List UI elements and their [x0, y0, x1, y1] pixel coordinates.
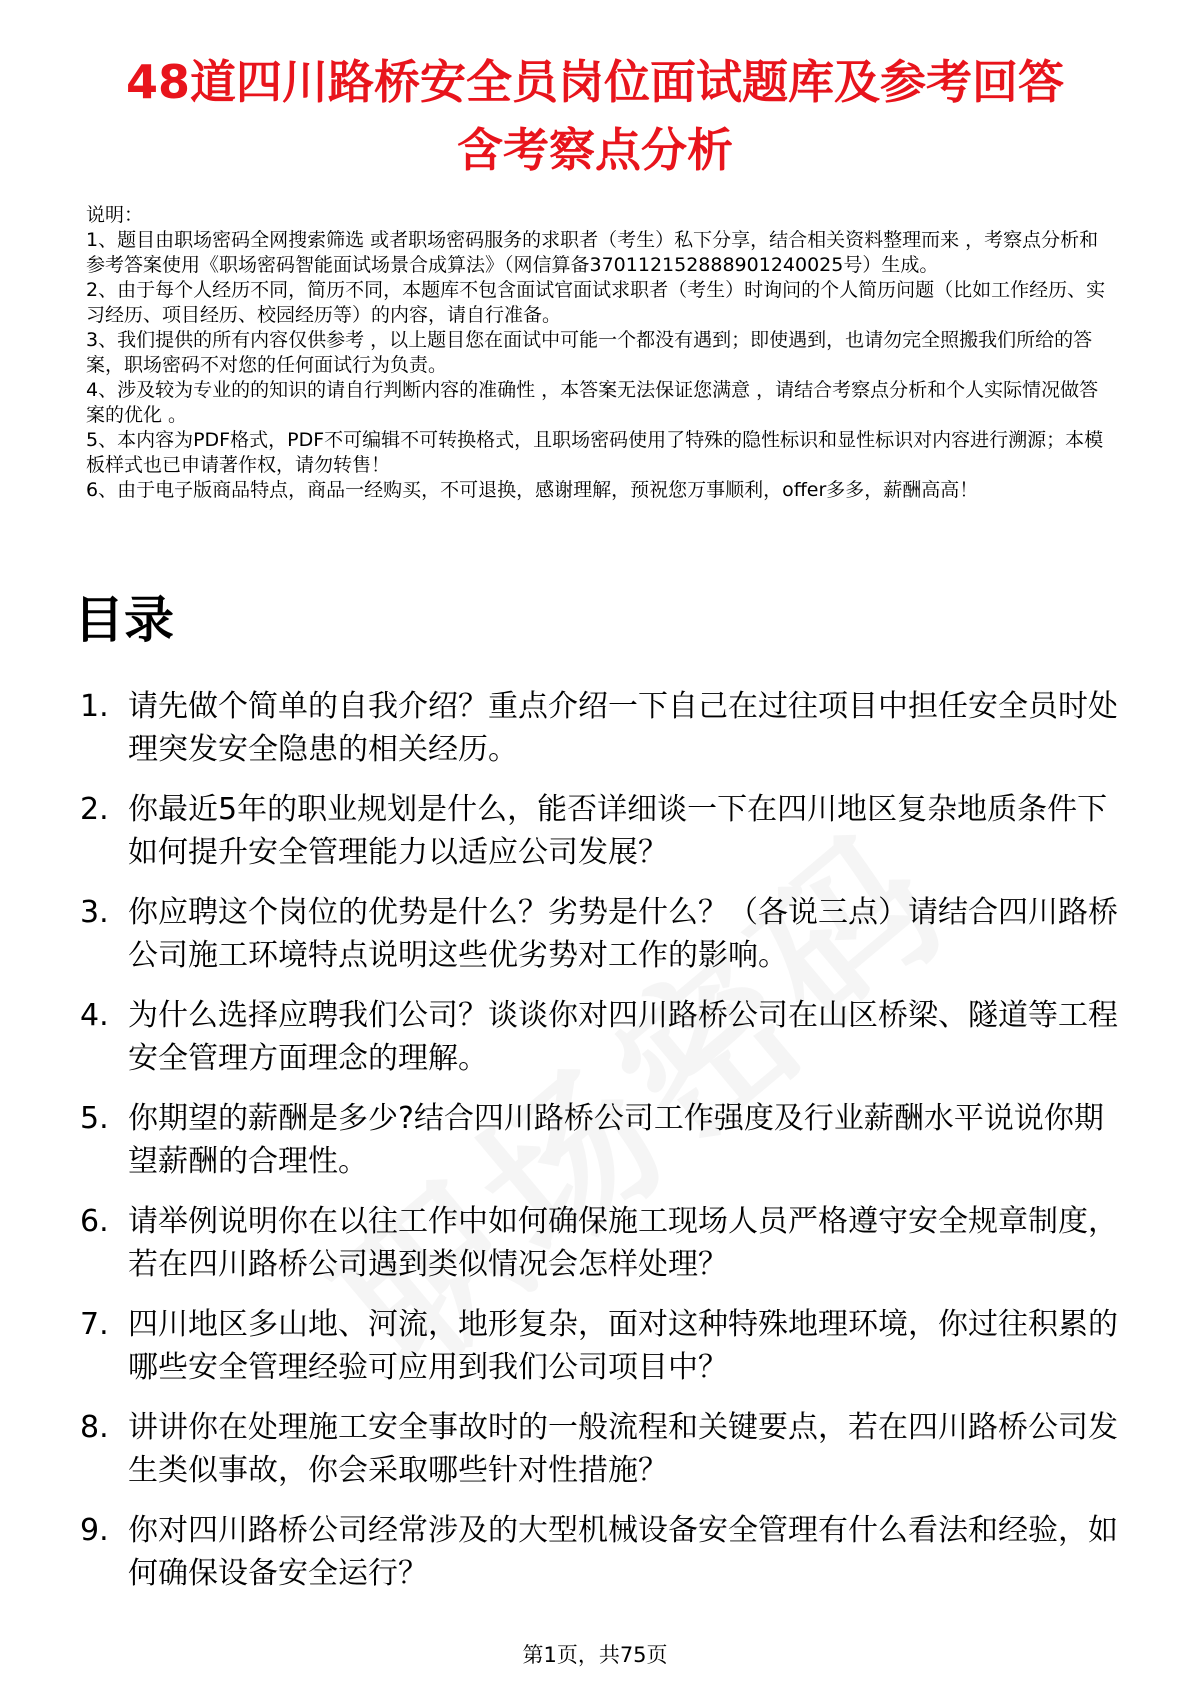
toc-item-text: 为什么选择应聘我们公司？谈谈你对四川路桥公司在山区桥梁、隧道等工程安全管理方面理念的理解。: [128, 998, 1118, 1076]
toc-item[interactable]: [80, 685, 1130, 771]
title-line-2: 含考察点分析: [457, 123, 733, 177]
toc-item-text: 四川地区多山地、河流，地形复杂，面对这种特殊地理环境，你过往积累的哪些安全管理经验可应用到我们公司项目中？: [128, 1307, 1118, 1385]
toc-item-number: 1.: [80, 689, 109, 724]
page-footer: 第1页，共75页: [522, 1643, 668, 1667]
notes-heading: 说明：: [86, 204, 144, 226]
toc-item-number: 2.: [80, 792, 109, 827]
toc-item-text: 你期望的薪酬是多少?结合四川路桥公司工作强度及行业薪酬水平说说你期望薪酬的合理性。: [128, 1101, 1104, 1179]
toc-heading: 目录: [74, 591, 174, 649]
toc-item-text: 讲讲你在处理施工安全事故时的一般流程和关键要点，若在四川路桥公司发生类似事故，你会采取哪些针对性措施？: [128, 1410, 1118, 1488]
toc-item[interactable]: [80, 891, 1130, 977]
toc-list: [80, 685, 1130, 1612]
toc-item-number: 4.: [80, 998, 109, 1033]
note-item: 4、涉及较为专业的的知识的请自行判断内容的准确性 ，本答案无法保证您满意 ，请结合考察点分析和个人实际情况做答案的优化 。: [86, 379, 1099, 426]
note-item: 3、我们提供的所有内容仅供参考 ，以上题目您在面试中可能一个都没有遇到；即使遇到，也请勿完全照搬我们所给的答案，职场密码不对您的任何面试行为负责。: [86, 329, 1093, 376]
toc-item[interactable]: [80, 1509, 1130, 1595]
toc-item-text: 你最近5年的职业规划是什么，能否详细谈一下在四川地区复杂地质条件下如何提升安全管理能力以适应公司发展？: [128, 792, 1108, 870]
toc-item[interactable]: [80, 788, 1130, 874]
toc-item-text: 请举例说明你在以往工作中如何确保施工现场人员严格遵守安全规章制度，若在四川路桥公司遇到类似情况会怎样处理？: [128, 1204, 1118, 1282]
notes-section: [86, 203, 1116, 503]
toc-item-text: 请先做个简单的自我介绍？重点介绍一下自己在过往项目中担任安全员时处理突发安全隐患的相关经历。: [128, 689, 1118, 767]
note-item: 6、由于电子版商品特点，商品一经购买，不可退换，感谢理解，预祝您万事顺利，offer多多，薪酬高高！: [86, 479, 979, 501]
toc-item-number: 7.: [80, 1307, 109, 1342]
toc-item-text: 你应聘这个岗位的优势是什么？劣势是什么？（各说三点）请结合四川路桥公司施工环境特点说明这些优劣势对工作的影响。: [128, 895, 1118, 973]
document-title: [60, 48, 1130, 184]
toc-item-number: 5.: [80, 1101, 109, 1136]
toc-item[interactable]: [80, 1200, 1130, 1286]
toc-item[interactable]: [80, 994, 1130, 1080]
toc-item[interactable]: [80, 1303, 1130, 1389]
note-item: 2、由于每个人经历不同，简历不同，本题库不包含面试官面试求职者（考生）时询问的个人简历问题（比如工作经历、实习经历、项目经历、校园经历等）的内容，请自行准备。: [86, 279, 1106, 326]
toc-item[interactable]: [80, 1406, 1130, 1492]
toc-item-number: 8.: [80, 1410, 109, 1445]
toc-item-number: 3.: [80, 895, 109, 930]
toc-item-number: 6.: [80, 1204, 109, 1239]
title-line-1: 48道四川路桥安全员岗位面试题库及参考回答: [125, 55, 1064, 109]
note-item: 5、本内容为PDF格式，PDF不可编辑不可转换格式，且职场密码使用了特殊的隐性标识和显性标识对内容进行溯源；本模板样式也已申请著作权，请勿转售！: [86, 429, 1104, 476]
toc-item-text: 你对四川路桥公司经常涉及的大型机械设备安全管理有什么看法和经验，如何确保设备安全运行？: [128, 1513, 1118, 1591]
toc-item[interactable]: [80, 1097, 1130, 1183]
note-item: 1、题目由职场密码全网搜索筛选 或者职场密码服务的求职者（考生）私下分享，结合相关资料整理而来 ，考察点分析和参考答案使用《职场密码智能面试场景合成算法》（网信算备370112152888901240025号）生成。: [86, 229, 1099, 276]
toc-item-number: 9.: [80, 1513, 109, 1548]
